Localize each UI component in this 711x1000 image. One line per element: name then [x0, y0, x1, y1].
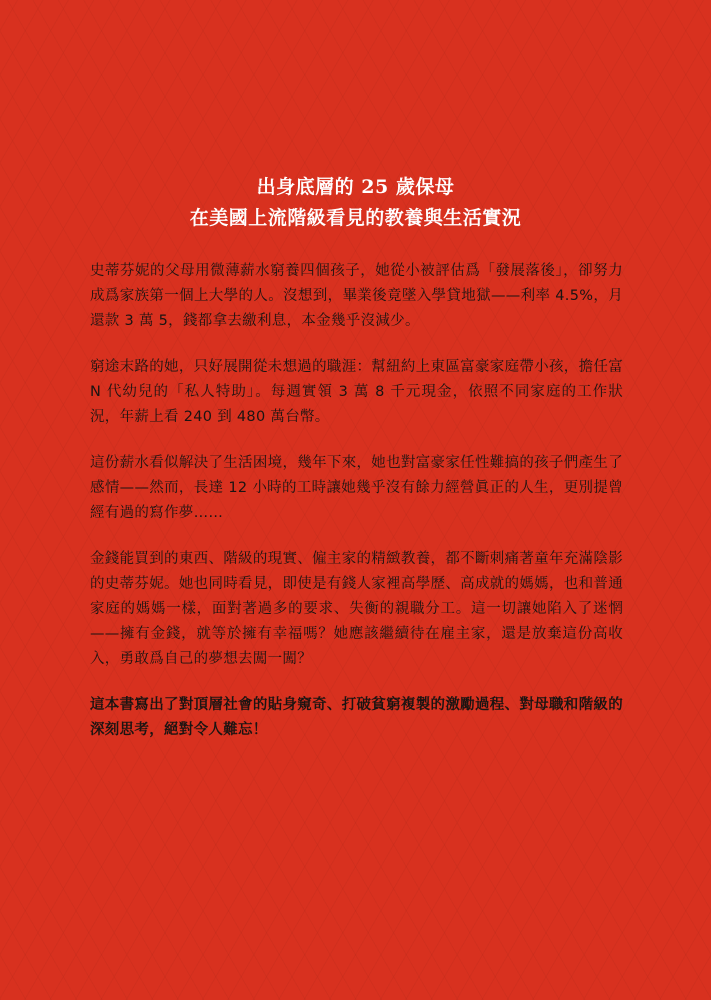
blurb-paragraph-1: 史蒂芬妮的父母用微薄薪水窮養四個孩子，她從小被評估爲「發展落後」，卻努力成爲家族第一個上大學的人。沒想到，畢業後竟墜入學貸地獄——利率 4.5%，月還款 3 萬 5，錢都拿去繳利息，本金幾乎沒減少。 — [90, 263, 623, 329]
cover-title — [0, 172, 711, 234]
blurb-closing: 這本書寫出了對頂層社會的貼身窺奇、打破貧窮複製的激勵過程、對母職和階級的深刻思考，絕對令人難忘！ — [90, 697, 623, 738]
blurb-body — [90, 259, 623, 764]
blurb-paragraph-4: 金錢能買到的東西、階級的現實、僱主家的精緻教養，都不斷刺痛著童年充滿陰影的史蒂芬妮。她也同時看見，即使是有錢人家裡高學歷、高成就的媽媽，也和普通家庭的媽媽一樣，面對著過多的要求、失衡的親職分工。這一切讓她陷入了迷惘——擁有金錢，就等於擁有幸福嗎？她應該繼續待在雇主家，還是放棄這份高收入，勇敢爲自己的夢想去闖一闖？ — [90, 551, 623, 667]
blurb-paragraph-2: 窮途末路的她，只好展開從未想過的職涯：幫紐約上東區富豪家庭帶小孩，擔任富 N 代幼兒的「私人特助」。每週實領 3 萬 8 千元現金，依照不同家庭的工作狀況，年薪上看 240 到 480 萬台幣。 — [90, 359, 623, 425]
title-line-2: 在美國上流階級看見的教養與生活實況 — [189, 207, 522, 229]
blurb-paragraph-3: 這份薪水看似解決了生活困境，幾年下來，她也對富豪家任性難搞的孩子們產生了感情——然而，長達 12 小時的工時讓她幾乎沒有餘力經營眞正的人生，更別提曾經有過的寫作夢…… — [90, 455, 623, 521]
title-line-1: 出身底層的 25 歲保母 — [256, 176, 455, 198]
